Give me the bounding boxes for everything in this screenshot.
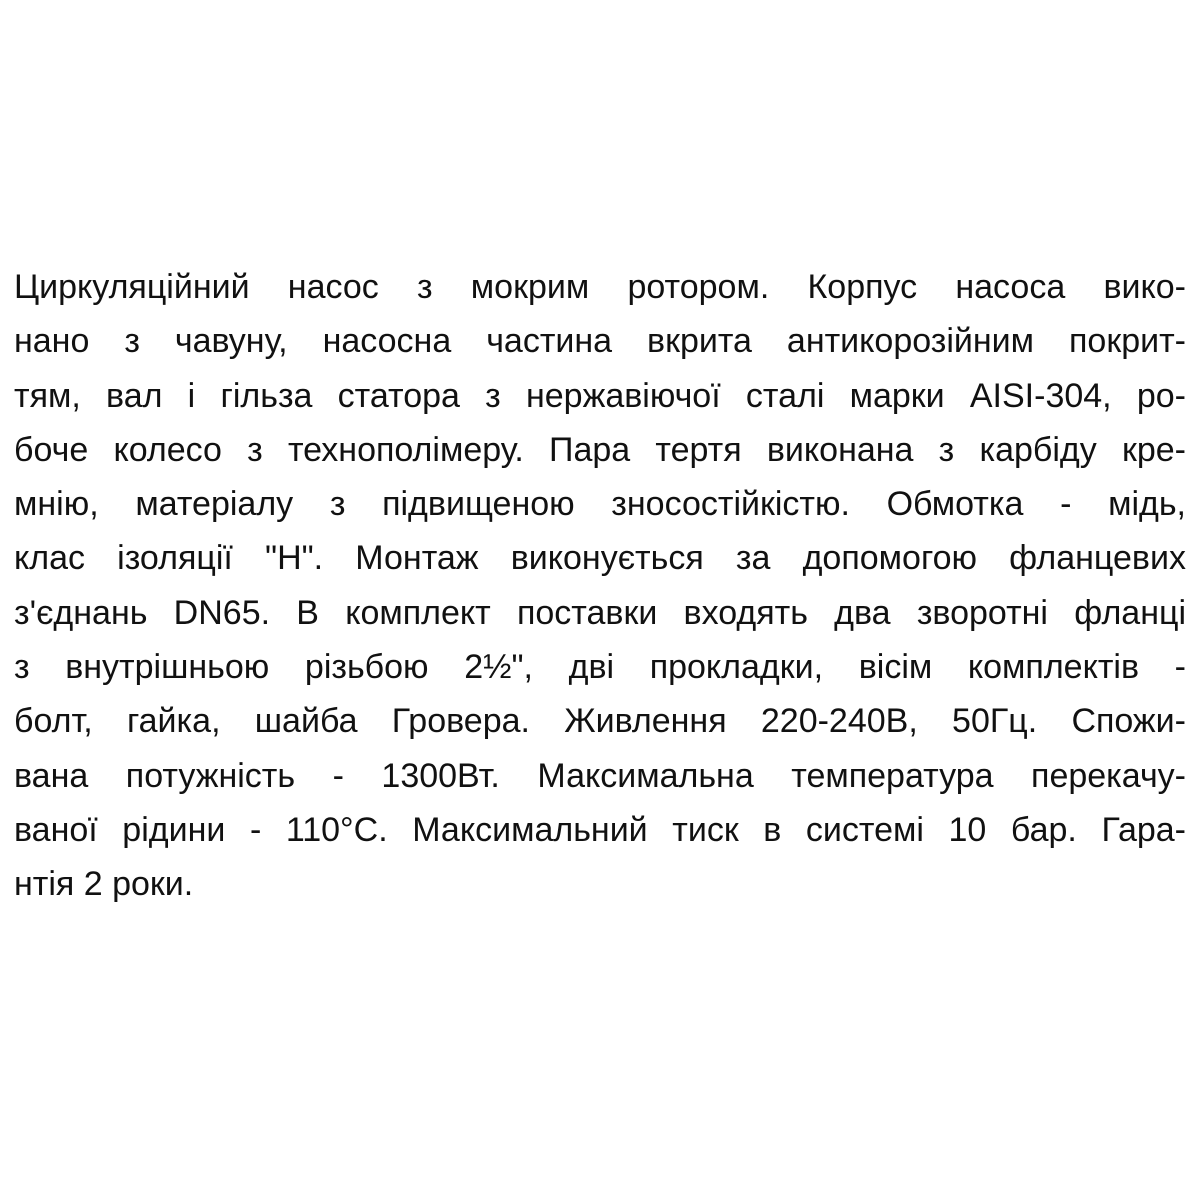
description-line-6: клас ізоляції "H". Монтаж виконується за допомогою фланцевих: [14, 539, 1186, 578]
description-line-11: ваної рідини - 110°С. Максимальний тиск в системі 10 бар. Гара-: [14, 810, 1186, 849]
description-line-5: мнію, матеріалу з підвищеною зносостійкістю. Обмотка - мідь,: [14, 485, 1186, 524]
description-line-8: з внутрішньою різьбою 2½", дві прокладки, вісім комплектів -: [14, 648, 1186, 687]
description-line-10: вана потужність - 1300Вт. Максимальна температура перекачу-: [14, 756, 1186, 795]
description-line-12: нтія 2 роки.: [14, 865, 194, 904]
description-line-3: тям, вал і гільза статора з нержавіючої сталі марки AISI-304, ро-: [14, 376, 1186, 415]
description-line-2: нано з чавуну, насосна частина вкрита антикорозійним покрит-: [14, 322, 1186, 361]
description-line-7: з'єднань DN65. В комплект поставки входять два зворотні фланці: [14, 593, 1186, 632]
description-line-4: боче колесо з технополімеру. Пара тертя виконана з карбіду кре-: [14, 430, 1186, 469]
product-description: [14, 260, 1186, 912]
description-line-1: Циркуляційний насос з мокрим ротором. Корпус насоса вико-: [14, 268, 1186, 306]
description-line-9: болт, гайка, шайба Гровера. Живлення 220-240В, 50Гц. Спожи-: [14, 702, 1186, 741]
